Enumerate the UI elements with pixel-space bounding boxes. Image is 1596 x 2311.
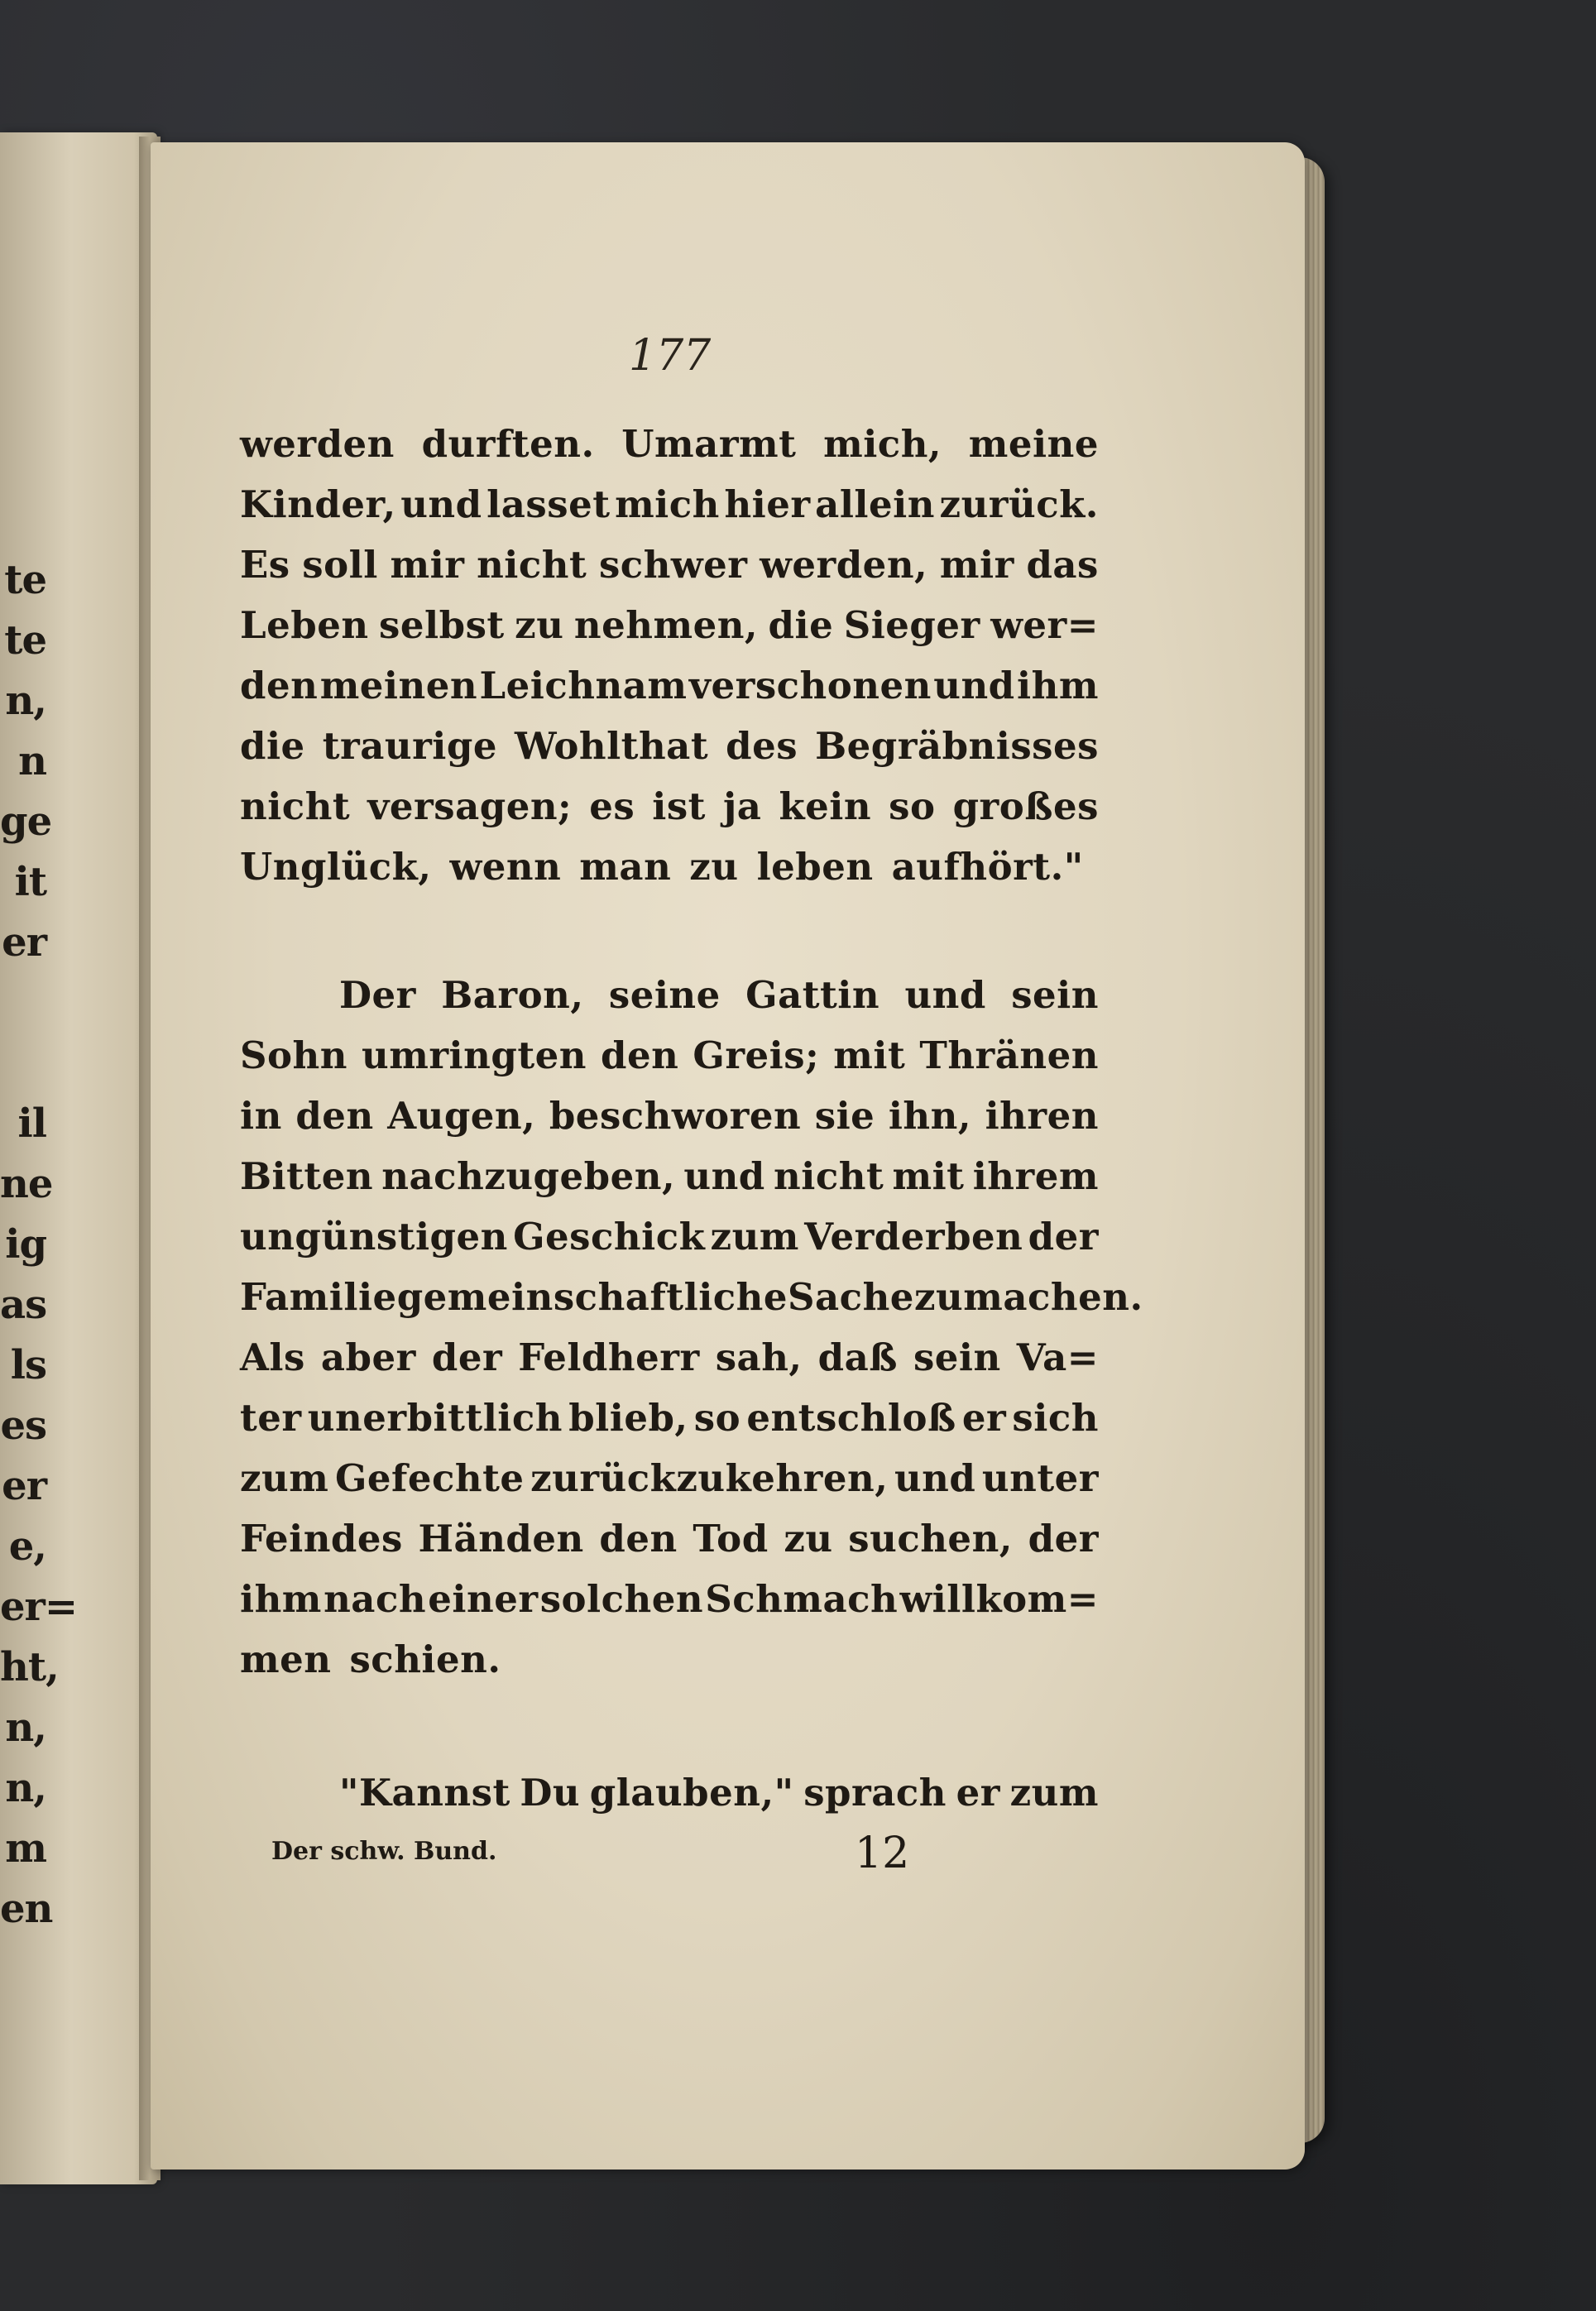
- word: Es: [240, 543, 290, 587]
- body-text: [240, 414, 1143, 1823]
- paragraph-gap: [240, 897, 1099, 965]
- word: und: [400, 482, 482, 526]
- word: ungünstigen: [240, 1215, 508, 1259]
- word: Va=: [1016, 1335, 1099, 1379]
- text-line: [240, 535, 1099, 595]
- word: Kinder,: [240, 482, 396, 526]
- word: ihm: [240, 1577, 322, 1621]
- word: großes: [952, 784, 1099, 828]
- word: aber: [320, 1335, 416, 1379]
- word: meinen: [319, 664, 478, 707]
- word: Schmach: [705, 1577, 899, 1621]
- text-line: [240, 1206, 1099, 1267]
- text-line: [240, 595, 1099, 655]
- paragraph: [240, 1762, 1099, 1823]
- word: Gefechte: [334, 1456, 525, 1500]
- word: Als: [240, 1335, 305, 1379]
- word: er: [956, 1771, 1000, 1815]
- left-page-fragment: m: [5, 1825, 46, 1872]
- word: seine: [608, 973, 721, 1017]
- word: Tod: [693, 1517, 769, 1561]
- left-page-fragment: n,: [5, 1704, 46, 1751]
- word: Umarmt: [621, 422, 797, 466]
- word: ist: [652, 784, 706, 828]
- word: Baron,: [441, 973, 584, 1017]
- text-line: [240, 1327, 1099, 1388]
- text-line: [240, 414, 1099, 474]
- page-footer: [271, 1829, 958, 1887]
- word: traurige: [322, 724, 497, 768]
- word: sein: [913, 1335, 1001, 1379]
- word: ihren: [985, 1094, 1099, 1138]
- text-line: [240, 1762, 1099, 1823]
- word: Verderben: [804, 1215, 1023, 1259]
- word: nicht: [477, 543, 587, 587]
- word: Thränen: [919, 1033, 1099, 1077]
- word: werden: [240, 422, 395, 466]
- word: und: [933, 664, 1015, 707]
- left-page-fragment: ge: [0, 798, 52, 845]
- word: der: [1028, 1517, 1099, 1561]
- word: den: [295, 1094, 374, 1138]
- word: soll: [302, 543, 378, 587]
- left-page-fragment: n: [18, 738, 46, 784]
- word: ihn,: [888, 1094, 972, 1138]
- word: zu: [913, 1275, 964, 1319]
- word: zu: [515, 603, 564, 647]
- word: Begräbnisses: [815, 724, 1099, 768]
- word: zu: [689, 845, 739, 889]
- word: Feindes: [240, 1517, 403, 1561]
- word: Sohn: [240, 1033, 347, 1077]
- left-page-fragment: e,: [8, 1523, 46, 1570]
- left-page-fragment: er: [2, 919, 46, 966]
- text-line: [240, 655, 1099, 716]
- text-line: [240, 1267, 1143, 1327]
- word: suchen,: [848, 1517, 1013, 1561]
- text-line: [240, 776, 1099, 837]
- word: selbst: [379, 603, 505, 647]
- left-page: [0, 132, 157, 2184]
- word: ja: [723, 784, 762, 828]
- word: den: [599, 1517, 678, 1561]
- word: Augen,: [387, 1094, 536, 1138]
- word: zu: [784, 1517, 833, 1561]
- text-line: [240, 1025, 1099, 1086]
- word: nicht: [774, 1154, 884, 1198]
- text-line: [240, 1388, 1099, 1448]
- word: wer=: [990, 603, 1099, 647]
- word: kein: [779, 784, 872, 828]
- word: aufhört.": [891, 845, 1084, 889]
- word: man: [579, 845, 672, 889]
- left-page-fragment: ls: [10, 1342, 46, 1388]
- word: ihrem: [972, 1154, 1099, 1198]
- sheet-number: 12: [855, 1829, 910, 1878]
- word: mir: [390, 543, 465, 587]
- word: beschworen: [549, 1094, 802, 1138]
- word: daß: [817, 1335, 898, 1379]
- word: der: [1028, 1215, 1099, 1259]
- word: Leben: [240, 603, 369, 647]
- word: zurück.: [939, 482, 1099, 526]
- word: entschloß: [746, 1396, 956, 1440]
- word: ihm: [1017, 664, 1099, 707]
- text-line: [240, 474, 1099, 535]
- signature-mark: Der schw. Bund.: [271, 1837, 497, 1866]
- word: umringten: [362, 1033, 587, 1077]
- word: ter: [240, 1396, 302, 1440]
- text-line: [240, 1569, 1099, 1629]
- word: den: [240, 664, 319, 707]
- word: leben: [756, 845, 874, 889]
- text-line: [240, 837, 1099, 897]
- word: meine: [968, 422, 1099, 466]
- word: sich: [1012, 1396, 1099, 1440]
- word: hier: [724, 482, 811, 526]
- word: in: [240, 1094, 282, 1138]
- word: er: [961, 1396, 1007, 1440]
- left-page-fragment: te: [4, 557, 46, 603]
- word: zum: [240, 1456, 329, 1500]
- left-page-fragment: as: [0, 1282, 47, 1328]
- text-line: [240, 965, 1099, 1025]
- word: Familie: [240, 1275, 397, 1319]
- word: Unglück,: [240, 845, 432, 889]
- word: Leichnam: [479, 664, 688, 707]
- word: und: [894, 1456, 976, 1500]
- word: Gattin: [745, 973, 880, 1017]
- left-page-fragment: it: [14, 859, 46, 905]
- left-page-fragment: [0, 1033, 46, 1094]
- left-page-fragment: [0, 973, 46, 1033]
- left-page-fragment: n,: [5, 678, 46, 724]
- word: versagen;: [367, 784, 573, 828]
- paragraph-gap: [240, 1690, 1099, 1762]
- left-page-fragment: n,: [5, 1765, 46, 1811]
- word: glauben,": [589, 1771, 794, 1815]
- word: mit: [892, 1154, 965, 1198]
- word: mit: [833, 1033, 906, 1077]
- left-page-fragment: er: [2, 1463, 46, 1509]
- word: den: [601, 1033, 679, 1077]
- paragraph: [240, 414, 1099, 897]
- word: unter: [981, 1456, 1099, 1500]
- word: einer: [428, 1577, 539, 1621]
- word: unerbittlich: [307, 1396, 563, 1440]
- word: die: [768, 603, 834, 647]
- left-page-fragment: es: [0, 1402, 46, 1449]
- word: so: [889, 784, 936, 828]
- word: machen.: [963, 1275, 1143, 1319]
- left-page-fragment: te: [4, 617, 46, 664]
- word: Sache: [788, 1275, 914, 1319]
- word: sein: [1011, 973, 1099, 1017]
- word: Bitten: [240, 1154, 374, 1198]
- word: der: [431, 1335, 503, 1379]
- left-page-fragment: ne: [0, 1161, 53, 1207]
- word: men: [240, 1637, 332, 1681]
- word: Sieger: [843, 603, 980, 647]
- word: nach: [324, 1577, 427, 1621]
- word: schwer: [598, 543, 748, 587]
- text-line: [240, 1508, 1099, 1569]
- word: Der: [339, 973, 416, 1017]
- word: "Kannst: [339, 1771, 510, 1815]
- word: allein: [815, 482, 935, 526]
- word: lasset: [486, 482, 611, 526]
- left-page-fragment: er=: [0, 1584, 78, 1630]
- word: zum: [710, 1215, 799, 1259]
- word: so: [693, 1396, 741, 1440]
- left-page-fragment: en: [0, 1886, 53, 1932]
- word: und: [904, 973, 986, 1017]
- word: werden,: [760, 543, 928, 587]
- word: Du: [520, 1771, 581, 1815]
- word: nehmen,: [573, 603, 759, 647]
- word: nachzugeben,: [381, 1154, 676, 1198]
- left-page-fragment: ht,: [0, 1644, 59, 1690]
- word: die: [240, 724, 305, 768]
- word: sie: [814, 1094, 875, 1138]
- word: nicht: [240, 784, 351, 828]
- word: des: [726, 724, 798, 768]
- word: solchen: [539, 1577, 704, 1621]
- word: Greis;: [693, 1033, 820, 1077]
- word: mich,: [823, 422, 942, 466]
- word: und: [683, 1154, 765, 1198]
- word: zurückzukehren,: [530, 1456, 889, 1500]
- word: Händen: [418, 1517, 584, 1561]
- text-line: [240, 1448, 1099, 1508]
- word: blieb,: [568, 1396, 688, 1440]
- text-line: [240, 716, 1099, 776]
- word: es: [589, 784, 635, 828]
- word: Wohlthat: [514, 724, 709, 768]
- left-page-fragment: il: [17, 1100, 46, 1147]
- word: durften.: [421, 422, 595, 466]
- word: verschonen: [688, 664, 932, 707]
- word: Feldherr: [518, 1335, 700, 1379]
- word: sah,: [715, 1335, 803, 1379]
- word: Geschick: [513, 1215, 706, 1259]
- left-page-text-fragments: [0, 550, 78, 1939]
- word: gemeinschaftliche: [396, 1275, 788, 1319]
- text-line: [240, 1146, 1099, 1206]
- word: sprach: [803, 1771, 947, 1815]
- word: mich: [615, 482, 720, 526]
- text-line: [240, 1629, 1099, 1690]
- word: das: [1026, 543, 1099, 587]
- text-line: [240, 1086, 1099, 1146]
- paragraph: [240, 965, 1143, 1690]
- word: zum: [1009, 1771, 1099, 1815]
- word: wenn: [449, 845, 562, 889]
- word: willkom=: [899, 1577, 1099, 1621]
- left-page-fragment: ig: [5, 1221, 46, 1268]
- word: mir: [939, 543, 1014, 587]
- page-number: 177: [629, 331, 712, 381]
- word: schien.: [349, 1637, 501, 1681]
